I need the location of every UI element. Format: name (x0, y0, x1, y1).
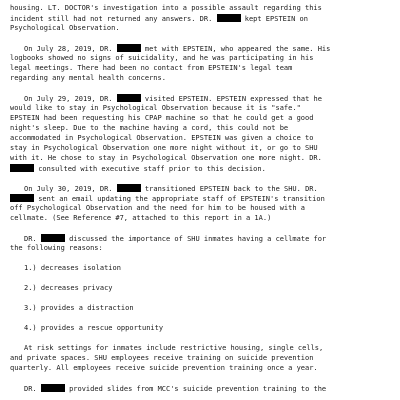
text-run: discussed the importance of SHU inmates having a cellmate for (64, 235, 327, 243)
text-run: On July 28, 2019, DR. (24, 45, 117, 53)
text-run: EPSTEIN had been requesting his CPAP machine so that he could get a good (10, 114, 314, 122)
text-run: off Psychological Observation and the need for him to be housed with a (10, 204, 306, 212)
text-line (10, 354, 313, 363)
text-run: housing. LT. DOCTOR's investigation into a possible assault regarding this (10, 4, 322, 12)
text-run: night's sleep. Due to the machine having a cord, this could not be (10, 124, 289, 132)
text-run: 3.) provides a distraction (24, 304, 134, 312)
text-run: the following reasons: (10, 244, 103, 252)
redaction-box (117, 94, 141, 102)
text-run: DR. (24, 385, 41, 393)
text-line (24, 344, 323, 353)
redaction-box (41, 384, 65, 392)
text-run: met with EPSTEIN, who appeared the same. His (140, 45, 331, 53)
redaction-box (10, 194, 34, 202)
text-line (10, 364, 318, 373)
text-run: At risk settings for inmates include restrictive housing, single cells, (24, 344, 324, 352)
text-run: provided slides from MCC's suicide prevention training to the (64, 385, 327, 393)
text-line (10, 24, 120, 33)
text-line (10, 194, 325, 203)
text-run: sent an email updating the appropriate staff of EPSTEIN's transition (34, 195, 325, 203)
text-line (10, 124, 288, 133)
text-line (24, 94, 322, 103)
text-line (10, 114, 313, 123)
text-run: On July 30, 2019, DR. (24, 185, 117, 193)
text-line (24, 284, 113, 293)
text-line (10, 164, 266, 173)
text-run: and private spaces. SHU employees receive training on suicide prevention (10, 354, 314, 362)
text-run: regarding any mental health concerns. (10, 74, 166, 82)
text-run: 4.) provides a rescue opportunity (24, 324, 164, 332)
text-run: consulted with executive staff prior to this decision. (34, 165, 266, 173)
redaction-box (41, 234, 65, 242)
text-line (24, 304, 134, 313)
text-line (24, 184, 318, 193)
text-line (10, 4, 322, 13)
text-run: 2.) decreases privacy (24, 284, 113, 292)
text-line (24, 384, 326, 393)
text-run: transitioned EPSTEIN back to the SHU. DR. (140, 185, 318, 193)
text-run: quarterly. All employees receive suicide prevention training once a year. (10, 364, 318, 372)
text-line (24, 324, 163, 333)
text-run: legal meetings. There had been no contact from EPSTEIN's legal team (10, 64, 293, 72)
text-run: 1.) decreases isolation (24, 264, 121, 272)
text-run: would like to stay in Psychological Observation because it is "safe." (10, 104, 301, 112)
text-line (10, 74, 166, 83)
text-run: cellmate. (See Reference #7, attached to this report in a 1A.) (10, 214, 272, 222)
text-line (10, 64, 292, 73)
text-line (10, 144, 318, 153)
text-run: incident still had not returned any answers. DR. (10, 15, 217, 23)
text-run: logbooks showed no signs of suicidality, and he was participating in his (10, 54, 314, 62)
text-line (10, 14, 308, 23)
text-run: DR. (24, 235, 41, 243)
text-run: kept EPSTEIN on (240, 15, 308, 23)
redaction-box (10, 164, 34, 172)
text-run: visited EPSTEIN. EPSTEIN expressed that he (140, 95, 322, 103)
text-line (10, 244, 103, 253)
redaction-box (117, 184, 141, 192)
text-line (10, 104, 301, 113)
text-line (10, 154, 322, 163)
text-run: accommodated in Psychological Observation. EPSTEIN was given a choice to (10, 134, 314, 142)
text-line (10, 214, 271, 223)
text-line (24, 234, 326, 243)
text-run: stay in Psychological Observation one more night without it, or go to SHU (10, 144, 318, 152)
text-run: with it. He chose to stay in Psychological Observation one more night. DR. (10, 154, 322, 162)
text-line (24, 44, 330, 53)
text-line (10, 204, 305, 213)
redaction-box (117, 44, 141, 52)
text-line (24, 264, 121, 273)
text-line (10, 134, 313, 143)
text-line (10, 54, 313, 63)
text-run: On July 29, 2019, DR. (24, 95, 117, 103)
redaction-box (217, 14, 241, 22)
text-run: Psychological Observation. (10, 24, 120, 32)
